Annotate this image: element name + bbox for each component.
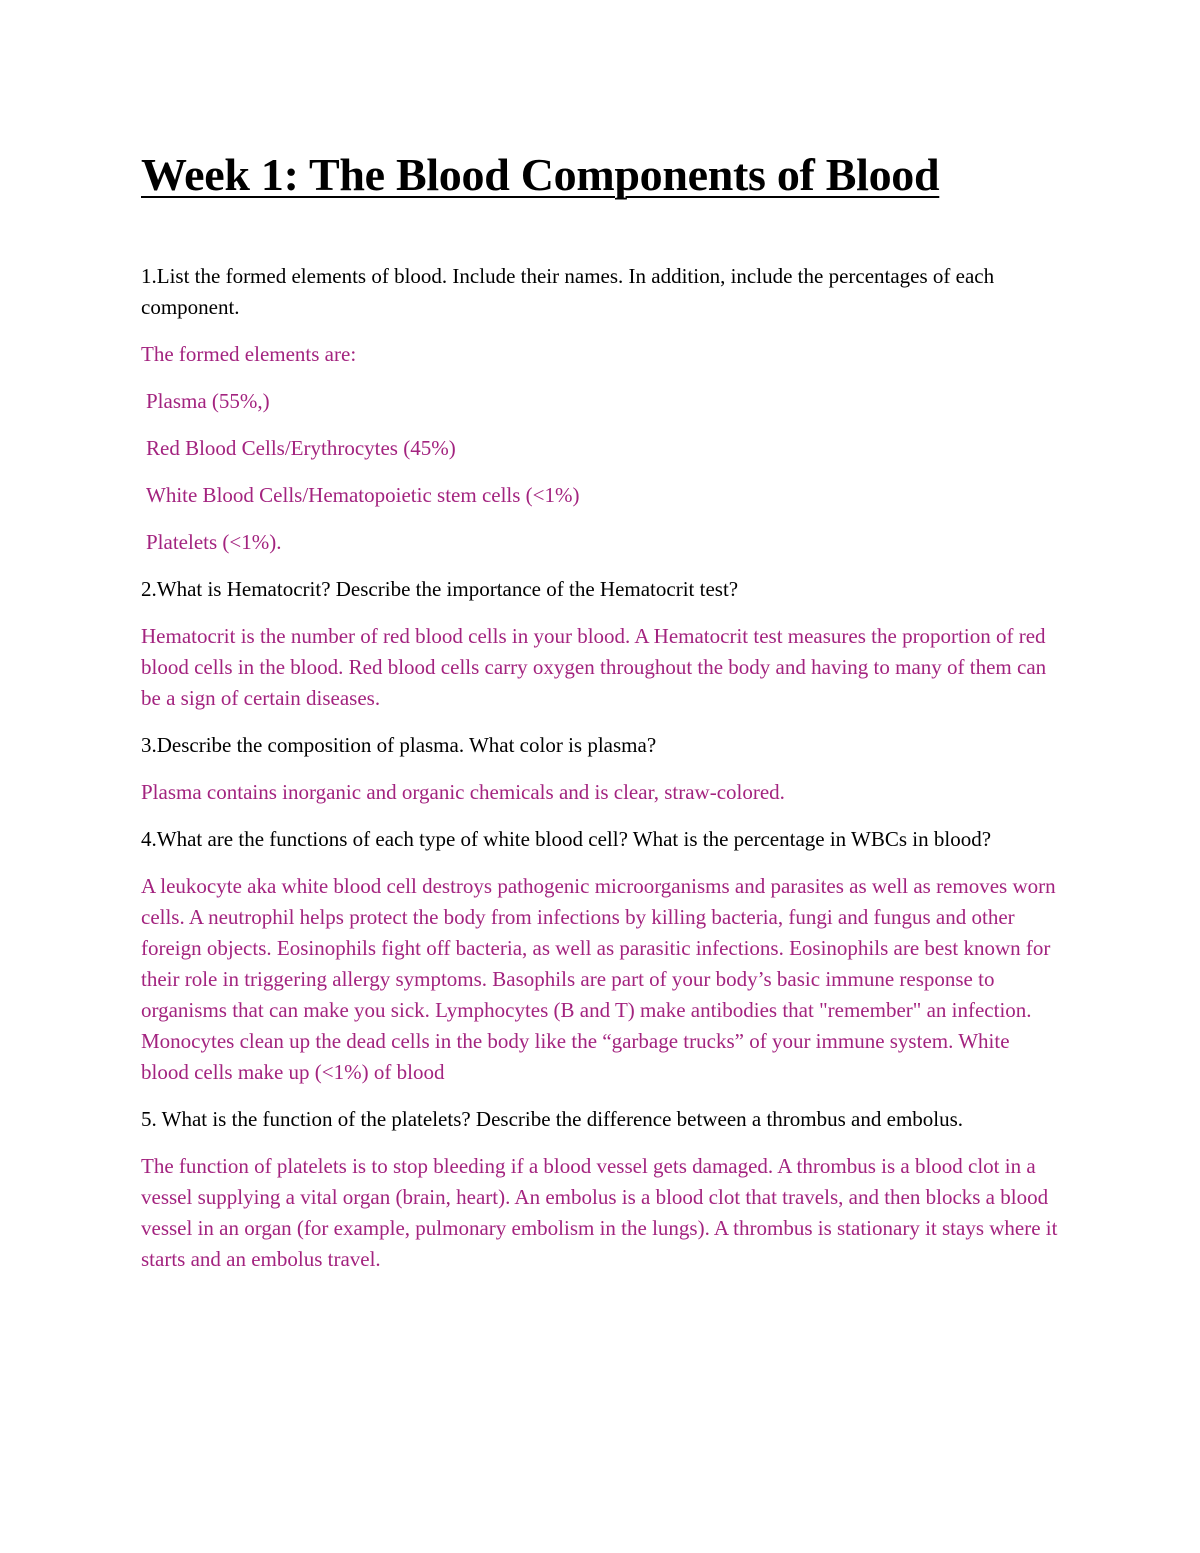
page-title: Week 1: The Blood Components of Blood <box>141 149 940 200</box>
question-1: 1.List the formed elements of blood. Include their names. In addition, include the percentages of each component. <box>141 264 995 319</box>
answer-1-item-red-blood-cells: Red Blood Cells/Erythrocytes (45%) <box>146 436 456 460</box>
answer-4: A leukocyte aka white blood cell destroys pathogenic microorganisms and parasites as well as removes worn cells. A neutrophil helps protect the body from infections by killing bacteria, fungi and fungus and other foreign objects. Eosinophils fight off bacteria, as well as parasitic infections. Eosinophils are best known for their role in triggering allergy symptoms. Basophils are part of your body’s basic immune response to organisms that can make you sick. Lymphocytes (B and T) make antibodies that "remember" an infection. Monocytes clean up the dead cells in the body like the “garbage trucks” of your immune system. White blood cells make up (<1%) of blood <box>141 874 1056 1084</box>
document-page <box>141 145 1061 1291</box>
question-2: 2.What is Hematocrit? Describe the importance of the Hematocrit test? <box>141 577 739 601</box>
answer-1-item-white-blood-cells: White Blood Cells/Hematopoietic stem cells (<1%) <box>146 483 580 507</box>
question-4: 4.What are the functions of each type of white blood cell? What is the percentage in WBCs in blood? <box>141 827 992 851</box>
answer-1-intro: The formed elements are: <box>141 342 357 366</box>
question-3: 3.Describe the composition of plasma. What color is plasma? <box>141 733 657 757</box>
question-5: 5. What is the function of the platelets? Describe the difference between a thrombus and embolus. <box>141 1107 964 1131</box>
answer-2: Hematocrit is the number of red blood cells in your blood. A Hematocrit test measures the proportion of red blood cells in the blood. Red blood cells carry oxygen throughout the body and having to many of them can be a sign of certain diseases. <box>141 624 1047 710</box>
answer-5: The function of platelets is to stop bleeding if a blood vessel gets damaged. A thrombus is a blood clot in a vessel supplying a vital organ (brain, heart). An embolus is a blood clot that travels, and then blocks a blood vessel in an organ (for example, pulmonary embolism in the lungs). A thrombus is stationary it stays where it starts and an embolus travel. <box>141 1154 1058 1271</box>
answer-3: Plasma contains inorganic and organic chemicals and is clear, straw-colored. <box>141 780 785 804</box>
answer-1-item-platelets: Platelets (<1%). <box>146 530 282 554</box>
answer-1-item-plasma: Plasma (55%,) <box>146 389 270 413</box>
